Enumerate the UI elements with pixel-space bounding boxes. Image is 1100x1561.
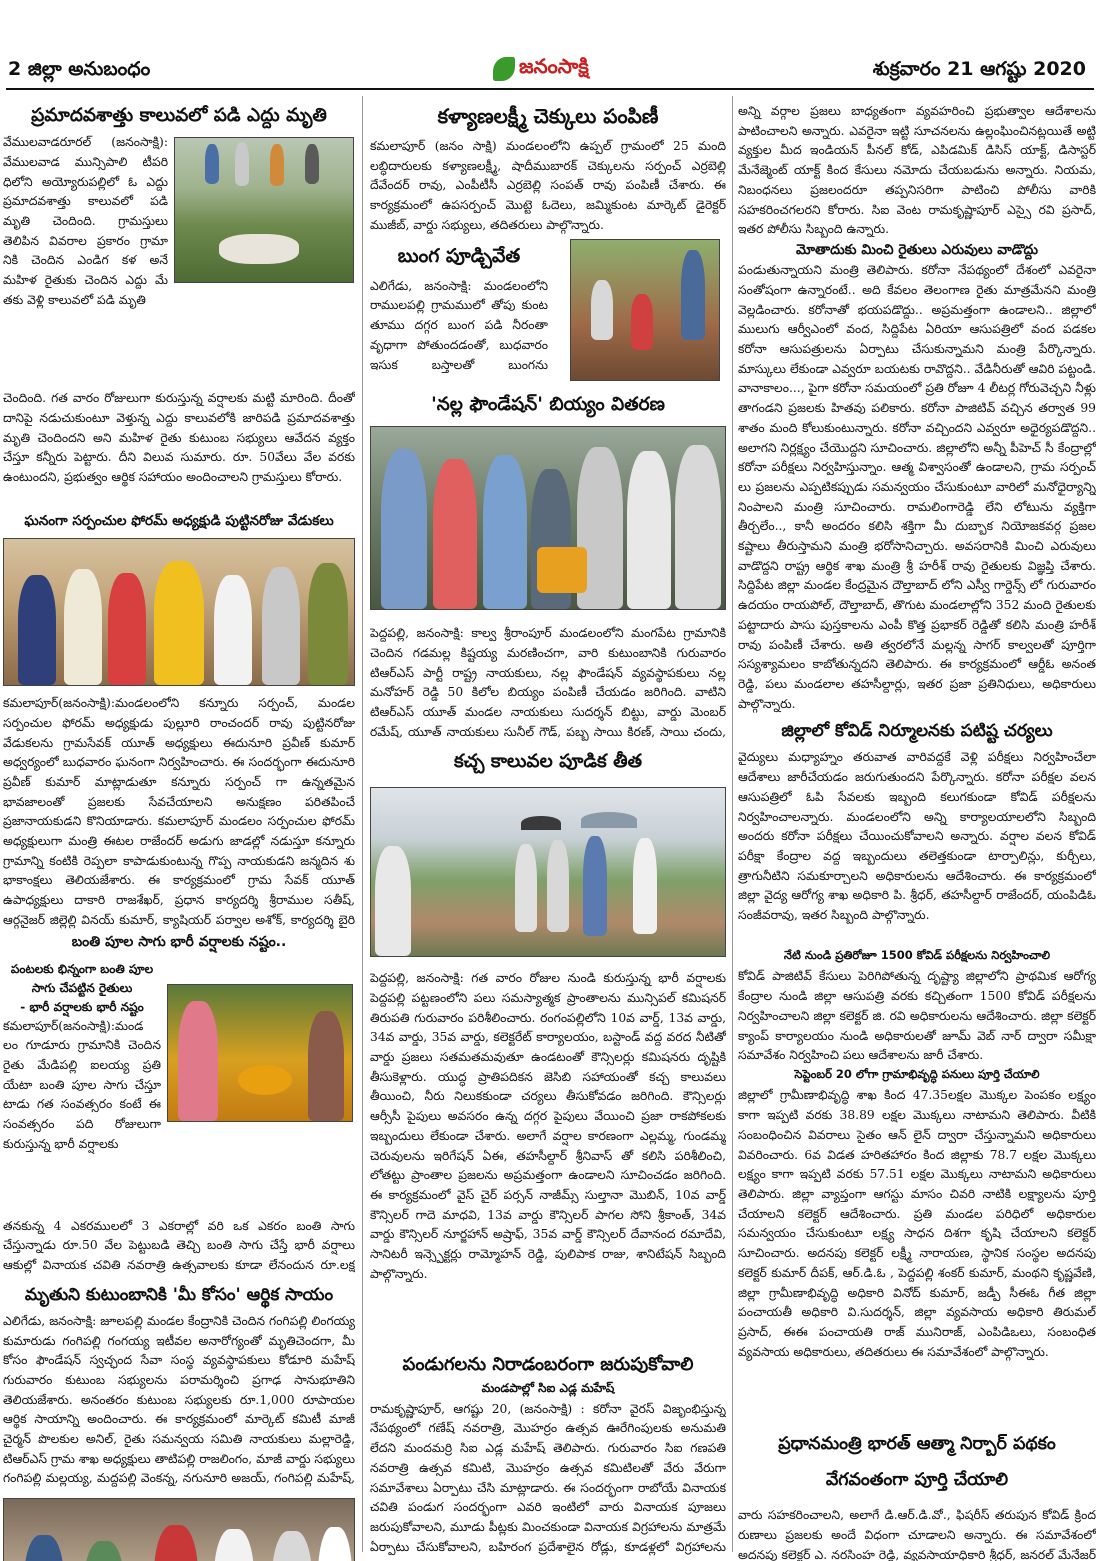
person-figure	[318, 1527, 352, 1561]
headline-fertilizer-limit: మోతాదుకు మించి రైతులు ఎరువులు వాడొద్దు	[795, 242, 1039, 258]
article-body: పెద్దపల్లి, జనంసాక్షి: కాల్వ శ్రీరాంపూర్ మండలంలోని మంగపేట గ్రామానికి చెందిన గడమల్ల కిష్టయ్య మరణించగా, వారి కుటుంబానికి గురువారం టిఆర్ఎస్ పార్టీ రాష్ట్ర నాయకులు, నల్ల ఫౌండేషన్ వ్యవస్థాపకులు నల్ల మనోహర్ రెడ్డి 50 కిలోల బియ్యం పంపిణీ చేయడం జరిగింది. వాటిని టిఆర్ఎస్ యూత్ మండల నాయకులు సుదర్శన్ బిట్టు, వార్డు మెంబర్ రమేష్, యూత్ నాయకులు సునీల్ గౌడ్, పబ్బ సాయి కిరణ్, సాయి చందు,	[370, 626, 726, 739]
villager-figure	[305, 144, 319, 184]
article-body: వైద్యులు మధ్యాహ్నం తరువాత వారివద్దకే వెళ్లి పరీక్షలు నిర్వహించేలా ఆదేశాలు జారీచేయడం జరుగుతుందని పేర్కొన్నారు. కరోనా పరీక్షల వలన ఆసుపత్రిలో ఓపి సేవలకు ఇబ్బంది కలుగకుండా కోవిడ్ పరీక్షలను నిర్వహించాలన్నారు. మండలంలోని అన్ని కార్యాలయాలలోని సిబ్బంది అందరు కరోనా పరీక్షలు చేయించుకోవాలని అన్నారు. వర్షాల వలన కోవిడ్ పరీక్షా కేంద్రాల వద్ద ఇబ్బందులు తలెత్తకుండా టార్పాలిన్లు, కుర్చీలు, త్రాగునీటిని సమకూర్చాలని అధికారులను ఆదేశించారు. ఈ కార్యక్రమంలో జిల్లా వైద్య ఆరోగ్య శాఖ అధికారి పి. శ్రీధర్, తహసీల్దార్ రాజేందర్, యంపిడిఓ సంజీవరావు, ఇతర సిబ్బంది పాల్గొన్నారు.	[738, 750, 1096, 923]
column-divider	[732, 96, 733, 1552]
official-figure	[547, 840, 569, 932]
photo-canal-inspection	[370, 787, 726, 957]
worker-figure	[591, 280, 613, 340]
umbrella-shape	[521, 816, 561, 830]
article-body: వారు సహకరించాలని, అలాగే డి.ఆర్.డి.వో., ఫిషరీస్ తరుపున కోవిడ్ క్రింద రుణాలు ప్రజలకు అందే విధంగా చూడాలని అన్నారు. ఈ సమావేశంలో అదనపు కలెక్టర్ ఎ. నరసింహ రెడ్డి, వ్యవసాయాధికారి శ్రీధర్, జనరల్ మేనేజర్	[738, 1508, 1096, 1561]
headline-festivals-simple: పండుగలను నిరాడంబరంగా జరుపుకోవాలి	[402, 1354, 694, 1376]
photo-aid-handover	[3, 1498, 355, 1561]
leaf-icon	[493, 57, 515, 81]
farmer-figure	[308, 1011, 344, 1121]
person-figure	[483, 455, 527, 609]
person-figure	[64, 569, 102, 685]
person-figure	[433, 459, 477, 609]
person-figure	[214, 575, 252, 685]
subheading: పంటలకు భిన్నంగా బంతి పూల సాగు చేపట్టిన రైతులు	[10, 961, 154, 995]
masthead	[0, 0, 1100, 96]
subheading: నేటి నుండి ప్రతిరోజూ 1500 కోవిడ్ పరీక్షలను నిర్వహించాలి	[783, 948, 1051, 963]
headline-bunga-sealed: బుంగ పూడ్చివేత	[397, 245, 521, 267]
column-3	[738, 96, 1096, 1561]
newspaper-logo	[493, 54, 589, 83]
logo-text: జనంసాక్షి	[519, 54, 589, 78]
article-body: పెద్దపల్లి, జనంసాక్షి: గత వారం రోజుల నుండి కురుస్తున్న భారీ వర్షాలకు పెద్దపల్లి పట్టణంలోని పలు సమస్యాత్మక ప్రాంతాలను మున్సిపల్ కమిషనర్ తిరుపతి గురువారం పరిశీలించారు. రంగంపల్లిలోని 10వ వార్డ్, 13వ వార్డు, 34వ వార్డు, 35వ వార్డు, కలెక్టరేట్ కార్యాలయం, బస్టాండ్ వద్ద వరద నీటితో వార్డు ప్రజలు సతమతమవుతూ ఉండటంతో కౌన్సిలర్లు కమిషనరు దృష్టికి తీసుకెళ్లారు. యుద్ధ ప్రాతిపదికన జెసిబి సహాయంతో కచ్చ కాలువలు తీయించి, నీరు నిలుకకుండా చర్యలు తీసుకోవడం జరిగింది. కౌన్సిలర్లు ఆర్సీసీ పైపులు అవసరం ఉన్న దగ్గర పైపులు వేయించి ప్రజా రాకపోకలకు ఇబ్బందులు లేకుండా చేశారు. అలాగే వర్షాల కారణంగా ఎల్లమ్మ, గుండమ్మ చెరువులను ఇరిగేషన్ ఏఈ, తహసీల్దార్ శ్రీనివాస్ తో కలిసి పరిశీలించి, లోతట్టు ప్రాంతాల ప్రజలను అప్రమత్తంగా ఉండాలని సూచించడం జరిగింది. ఈ కార్యక్రమంలో వైస్ చైర్ పర్సన్ నాజీమ్స్ సుల్తానా మొబిన్, 10వ వార్డ్ కౌన్సిలర్ గాదె మాధవి, 13వ వార్డు కౌన్సిలర్ పాగల సోని శ్రీకాంత్, 34వ వార్డు కౌన్సిలర్ నూర్జహాన్ అష్రాఫ్, 35వ వార్డ్ కౌన్సిలర్ దేవానంద రమాదేవి, సానిటరీ ఇన్స్పెక్టర్లు రామ్మోహన్ రెడ్డి, పులిపాక రాజు, శానిటేషన్ సిబ్బంది పాల్గొన్నారు.	[370, 971, 726, 1281]
article-body: రామకృష్ణాపూర్, ఆగష్టు 20, (జనంసాక్షి) : కరోనా వైరస్ విజృంభిస్తున్న నేపథ్యంలో గణేష్ నవరాత్రి, మొహర్రం ఉత్సవ ఊరేగింపులకు అనుమతి లేదని మందమర్రి సిఐ ఎడ్ల మహేష్ తెలిపారు. గురువారం సిఐ గణపతి నవరాత్రి ఉత్సవ కమిటి, మొహర్రం ఉత్సవ కమిటిలతో వేరు వేరుగా సమావేశాలు ఏర్పాటు చేసి మాట్లాడారు. ఈ సందర్భంగా రాబోయే వినాయక చవితి పండుగ సందర్భంగా ఎవరి ఇంటిలో వారు వినాయక పూజలు జరుపుకోవాలని, మూడు పీట్లకు మించకుండా వినాయక విగ్రహాలను మాత్రమే ఏర్పాటు చేసుకోవాలని, బహిరంగ ప్రదేశాలైన రోడ్లు, కూడళ్లలో విగ్రహాలను	[370, 1401, 726, 1554]
official-figure	[633, 838, 657, 934]
photo-bull-canal	[174, 137, 354, 283]
headline-atmanirbhar-scheme: ప్రధానమంత్రి భారత్ ఆత్మా నిర్బార్ పథకం వేగవంతంగా పూర్తి చేయాలి	[778, 1434, 1056, 1491]
article-body: కమలాపూర్ (జనం సాక్షి) మండలంలోని ఉప్పల్ గ్రామంలో 25 మంది లబ్ధిదారులకు కళ్యాణలక్ష్మీ, షాదీముబారక్ చెక్కులను సర్పంచ్ ఎర్రబెల్లి దేవేందర్ రావు, ఎంపీటీసీ ఎర్రబెల్లి సంపత్ రావు పంపిణీ చేశారు. ఈ కార్యక్రమంలో ఉపసర్పంచ్ మొట్టె ఓదెలు, జమ్మికుంట మార్కెట్ డైరెక్టర్ ముజీబ్, వార్డు సభ్యులు, తదితరులు పాల్గొన్నారు.	[370, 139, 726, 232]
article-body: ఎలిగేడు, జనంసాక్షి: మండలంలోని రాములపల్లి గ్రామములో తోపు కుంట తూము దగ్గర బుంగ పడి నీరంతా వృధాగా పోతుందడంతో, బుధవారం ఇసుక బస్తాలతో బుంగను	[370, 278, 548, 372]
umbrella-shape	[581, 812, 637, 828]
person-figure	[214, 1529, 254, 1561]
villager-figure	[205, 144, 219, 184]
farmer-figure	[178, 1001, 218, 1121]
photo-birthday-celebration	[3, 538, 355, 686]
person-figure	[154, 561, 204, 685]
headline-kalyana-lakshmi: కళ్యాణలక్ష్మీ చెక్కులు పంపిణీ	[437, 104, 659, 128]
column-2	[370, 96, 726, 1558]
photo-bunga-repair	[570, 239, 720, 381]
headline-covid-measures: జిల్లాలో కోవిడ్ నిర్మూలనకు పటిష్ట చర్యలు	[781, 721, 1053, 742]
article-body: వేములవాడరూరల్ (జనంసాక్షి): వేములవాడ మున్సిపాలి టీపరి ధిలోని అయ్యోరుపల్లిలో ఓ ఎద్దు ప్రమాదవశాత్తు కాలువలో పడి మృతి చెందింది. గ్రామస్తులు తెలిపిన వివరాల ప్రకారం గ్రామా నికి చెందిన ఎండిగ కళ అనే మహిళ రైతుకు చెందిన ఎద్దు మే తకు వెళ్లి కాలువలో పడి మృతి	[3, 135, 168, 307]
article-body: కోవిడ్ పాజిటివ్ కేసులు పెరిగిపోతున్న దృష్ట్యా జిల్లాలోని ప్రాథమిక ఆరోగ్య కేంద్రాల నుండి జిల్లా ఆసుపత్రి వరకు కచ్చితంగా 1500 కోవిడ్ పరీక్షలను నిర్వహించాలని జిల్లా కలెక్టర్ జి. రవి అధికారులను ఆదేశించారు. జిల్లా కలెక్టర్ క్యాంప్ కార్యాలయం నుండి అధికారులతో జూమ్ వెబ్ నార్ ద్వారా సమీక్షా సమావేశం నిర్వహించి పలు ఆదేశాలను జారీ చేశారు.	[738, 969, 1096, 1063]
person-figure	[675, 445, 721, 609]
person-figure	[24, 1535, 64, 1561]
official-figure	[375, 846, 411, 956]
headline-nalla-foundation: 'నల్ల ఫౌండేషన్' బియ్యం వితరణ	[431, 394, 665, 415]
photo-marigold-farmers	[167, 984, 353, 1122]
worker-figure	[681, 250, 705, 340]
article-body: పండుతున్నాయని మంత్రి తెలిపారు. కరోనా నేపథ్యంలో దేశంలో ఎవరైనా సంతోషంగా ఉన్నారంటే.. అది కేవలం తెలంగాణ రైతు మాత్రమేనని మంత్రి వెల్లడించారు. కరోనాతో భయపడొద్దు.. అప్రమత్తంగా ఉండాలని.. జిల్లాలో ములుగు ఆర్వీఎంలో వంద, సిద్దిపేట ఏరియా ఆసుపత్రిలో వంద పడకల కరోనా ఆసుపత్రులను ఏర్పాటు చేసుకున్నామని మంత్రి పేర్కొన్నారు. మాస్కులు లేకుండా ఎవ్వరూ బయటకు రావొద్దని.. వేడినీరుతో ఆవిరి పట్టండి. వానాకాలం..., పైగా కరోనా సమయంలో ప్రతి రోజూ 4 లీటర్ల గోరువెచ్చని నీళ్లు తాగండని ప్రజలకు హితవు పలికారు. కరోనా పాజిటివ్ వచ్చిన తర్వాత 99 శాతం మంది కోలుకుంటున్నారు. కరోనా వచ్చిందని ఎవ్వరూ అధైర్యపడొద్దని.. అలాగని నిర్లక్ష్యం చేయొద్దని సూచించారు. జిల్లాలోని అన్నీ పీహెచ్ సీ కేంద్రాల్లో కరోనా పరీక్షలు నిర్వహిస్తున్నాం. ఆత్మ విశ్వాసంతో ఉండాలని, గ్రామ సర్పంచ్ లు ప్రజలను ఎప్పటికప్పుడు సమన్వయం చేసుకుంటూ వారిలో మనోధైర్యాన్ని నింపాలని మంత్రి సూచించారు. రామలింగారెడ్డి లేని లోటును వ్యక్తిగా తీర్చలేం.., కానీ అందరం కలిసి శక్తిగా మీ దుబ్బాక నియోజకవర్గ ప్రజల కష్టాలు తీరుస్తామని మంత్రి భరోసానిచ్చారు. అవసరానికి మించి ఎరువులు వాడొద్దని రాష్ట్ర ఆర్థిక శాఖ మంత్రి శ్రీ హరీశ్ రావు రైతులకు విజ్ఞప్తి చేశారు. సిద్దిపేట జిల్లా మండల కేంద్రమైన దౌల్తాబాద్ లోని ఎస్వీ గార్డెన్స్ లో గురువారం ఉదయం రాయపోల్, దౌల్తాబాద్, తొగుట మండలాల్లోని 352 మంది రైతులకు పట్టాదారు పాసు పుస్తకాలను ఎంపీ కొత్త ప్రభాకర్ రెడ్డితో కలిసి మంత్రి హరీశ్ రావు పంపిణీ చేశారు. అతి త్వరలోనే మల్లన్న సాగర్ కాల్వలతో పూర్తిగా సస్యశ్యామలం కాబోతున్నదని తెలిపారు. ఈ కార్యక్రమంలో ఆర్డీఓ అనంత రెడ్డి, పలు మండలాల తహసీల్దార్లు, ఇతర ప్రజా ప్రతినిధులు, అధికారులు పాల్గొన్నారు.	[738, 263, 1096, 711]
headline-canal-desilting: కచ్చ కాలువల పూడిక తీత	[454, 751, 642, 773]
headline-marigold-loss: బంతి పూల సాగు భారీ వర్షాలకు నష్టం..	[71, 934, 287, 951]
byline: మండపాల్లో సిఐ ఎడ్ల మహేష్	[481, 1380, 615, 1395]
person-figure	[627, 451, 671, 609]
villager-figure	[270, 144, 284, 186]
person-figure	[18, 575, 56, 685]
person-figure	[272, 1531, 312, 1561]
rice-bag	[537, 547, 587, 593]
official-figure	[583, 836, 607, 936]
bull-shape	[219, 234, 299, 264]
person-figure	[262, 567, 300, 685]
article-body: తనకున్న 4 ఎకరములలో 3 ఎకరాల్లో వరి ఒక ఎకరం బంతి సాగు చేస్తున్నాడు రూ.50 వేల పెట్టుబడి తెచ్చి బంతి సాగు చేస్తే భారీ వర్షాలు ఆకుల్లో వినాయక చవితి నవరాత్రి ఉత్సవాలకు కూడా లేనందున రూ.లక్ష	[3, 1218, 355, 1273]
subheading: సెప్టెంబర్ 20 లోగా గ్రామాభివృద్ధి పనులు పూర్తి చేయాలి	[794, 1067, 1040, 1082]
article-body: జిల్లాలో గ్రామీణాభివృద్ధి శాఖ కింద 47.35లక్షల మొక్కల పెంపకం లక్ష్యం కాగా ఇప్పటి వరకు 38.89 లక్షల మొక్కలు నాటామని తెలిపారు. వీటికి సంబంధించిన వివరాలు సైతం ఆన్ లైన్ ద్వారా చేస్తున్నామని అధికారులు వివరించారు. 6వ విడత హరితహారం కింద జిల్లాకు 78.7 లక్షల మొక్కలు లక్ష్యం కాగా ఇప్పటి వరకు 57.51 లక్షల మొక్కలు నాటామని అధికారులు తెలిపారు. జిల్లా వ్యాప్తంగా ఆగస్టు మాసం చివరి నాటికి లక్ష్యాలను పూర్తి చేయాలని కలెక్టర్ ఆదేశించారు. ప్రతి మండల పరిధిలో అధికారుల సమన్వయం చేసుకుంటూ లక్ష్య సాధన దిశగా కృషి చేయాలని కలెక్టర్ సూచించారు. అదనపు కలెక్టర్ లక్ష్మీ నారాయణ, స్థానిక సంస్థల అదనపు కలెక్టర్ కుమార్ దీపక్, ఆర్.డి.ఓ , పెద్దపల్లి శంకర్ కుమార్, మంథని కృష్ణవేణి, జిల్లా గ్రామీణాభివృద్ధి అధికారి వినోద్ కుమార్, జడ్పీ సీఈఓ గీత జిల్లా పంచాయతీ అధికారి వి.సుదర్శన్, జిల్లా వ్యవసాయ అధికారి తిరుమల్ ప్రసాద్, ఈఈ పంచాయతి రాజ్ మునిరాజ్, ఎంపిడిఒలు, సంబంధిత వ్యవసాయ అధికారులు, తదితరులు ఈ సమావేశంలో పాల్గొన్నారు.	[738, 1088, 1096, 1359]
issue-date: శుక్రవారం 21 ఆగష్టు 2020	[872, 58, 1086, 80]
official-figure	[515, 844, 537, 932]
worker-figure	[631, 294, 653, 350]
villager-figure	[235, 142, 249, 186]
article-body: కమలాపూర్(జనంసాక్షి):మండలంలోని కన్నూరు సర్పంచ్, మండల సర్పంచుల ఫోరమ్ అధ్యక్షుడు పుల్లూరి రాంచందర్ రావు పుట్టినరోజు వేడుకలను గ్రామసేవక్ యూత్ అధ్యక్షులు ఈదునూరి ప్రవీణ్ కుమార్ అధ్వర్యంలో బుధవారం ఘనంగా నిర్వహించారు. ఈ సందర్భంగా ఈదునూరి ప్రవీణ్ కుమార్ మాట్లాడుతూ కన్నూరు సర్పంచ్ గా ఉన్నతమైన భావజాలంతో ప్రజలకు సేవచేయాలని అనుక్షణం పరితపించే ప్రజానాయకుడని కొనియాడారు. కమలాపూర్ మండలం సర్పంచుల ఫోరమ్ అధ్యక్షులుగా మంత్రి ఈటల రాజేందర్ అడుగు జాడల్లో నడుస్తూ కన్నూరు గ్రామాన్ని కంటికి రెప్పలా కాపాడుకుంటున్న గొప్ప నాయకుడని జన్మదిన శు భాకాంక్షలు తెలియజేశారు. ఈ కార్యక్రమంలో గ్రామ సేవక్ యూత్ ఉపాధ్యక్షులు దాకారి రాజశేఖర్, ప్రధాన కార్యదర్శి శ్రీరాముల సతీష్, ఆర్గనైజర్ జిల్లెల్లి వినయ్ కుమార్, క్యాషియర్ పర్వాల అశోక్, కార్యదర్శి బైరి	[3, 696, 355, 927]
photo-rice-distribution	[370, 426, 726, 610]
article-body: చెందింది. గత వారం రోజులుగా కురుస్తున్న వర్షాలకు మట్టి మారింది. దీంతో దానిపై నడుచుకుంటూ వెళ్తున్న ఎద్దు కాలువలోకి జారిపడి ప్రమాదవశాత్తు మృతి చెందిందని అని మహిళ రైతు కుటుంబ సభ్యులు ఆవేదన వ్యక్తం చేస్తూ కన్నీరు పెట్టారు. దీని విలువ సుమారు. రూ. 50వేలు వేల వరకు ఉంటుందని, ప్రభుత్వం ఆర్థిక సహాయం అందించాలని గ్రామస్తులు కోరారు.	[3, 391, 355, 484]
person-figure	[84, 1541, 124, 1561]
headline-mee-kosam-aid: మృతుని కుటుంబానికి 'మీ కోసం' ఆర్థిక సాయం	[24, 1284, 334, 1305]
headline-sarpanch-birthday: ఘనంగా సర్పంచుల ఫోరమ్ అధ్యక్షుడి పుట్టినరోజు వేడుకలు	[24, 513, 334, 530]
article-body: ఎలిగేడు, జనంసాక్షి: జూలపల్లి మండల కేంద్రానికి చెందిన గంగిపల్లి లింగయ్య కుమారుడు గంగిపల్లి గంగయ్య ఇటీవల అనారోగ్యంతో మృతిచెందగా, మీ కోసం ఫౌండేషన్ స్వచ్ఛంద సేవా సంస్థ వ్యవస్థాపకులు కోడూరి మహేష్ గురువారం కుటుంబ సభ్యులను పరామర్శించి ప్రగాఢ సానుభూతిని తెలియజేశారు. అనంతరం కుటుంబ సభ్యులకు రూ.1,000 రూపాయల ఆర్థిక సాయాన్ని అందించారు. ఈ కార్యక్రమంలో మార్కెట్ కమిటీ మాజీ చైర్మన్ పొలకుల అనిల్, రైతు సమన్వయ సమితి నాయకులు మల్లారెడ్డి, టిఆర్ఎస్ గ్రామ శాఖ అధ్యక్షులు తాటిపల్లి రాజలింగం, మాజీ వార్డు సభ్యులు గంగిపల్లి మల్లయ్య, మద్దపల్లి వెంకన్న, నగునూరి అజయ్, గంగిపల్లి మహేష్,	[3, 1313, 355, 1486]
person-figure	[381, 449, 427, 609]
flower-basket	[238, 1065, 292, 1095]
column-1	[3, 96, 355, 1561]
article-body: అన్ని వర్గాల ప్రజలు బాధ్యతంగా వ్యవహరించి ప్రభుత్వాల ఆదేశాలను పాటించాలని అన్నారు. ఎవరైనా ఇట్టి సూచనలను ఉల్లంఘించినట్లయితే అట్టి వ్యక్తుల మీద ఇండియన్ పీనల్ కోడ్, ఎపిడమిక్ డిసిస్ యాక్ట్, డిసాస్టర్ మేనేజ్మెంట్ యాక్ట్ కింద కేసులు నమోదు చేయబడును అన్నారు. నియమ, నిబంధనలు ప్రజలందరూ తప్పనిసరిగా పాటించి పోలీసు వారికి సహకరించగలరని కోరారు. సిఐ వెంట రామకృష్ణాపూర్ ఎస్సై రవి ప్రసాద్, ఇతర పోలీసు సిబ్బంది ఉన్నారు.	[738, 104, 1096, 237]
person-figure	[308, 563, 348, 685]
page-label: 2 జిల్లా అనుబంధం	[8, 58, 151, 80]
person-figure	[108, 573, 146, 685]
headline-bull-death: ప్రమాదవశాత్తు కాలువలో పడి ఎద్దు మృతి	[31, 105, 327, 126]
masthead-rule	[6, 88, 1094, 90]
column-divider	[362, 96, 363, 1552]
person-figure	[154, 1525, 198, 1561]
article-body: కమలాపూర్(జనంసాక్షి):మండ లం గూడూరు గ్రామానికి చెందిన రైతు మేడిపల్లి ఐలయ్య ప్రతి యేటా బంతి పూల సాగు చేస్తూ టాడు గత సంవత్సరం కంటే ఈ సంవత్సరం పది రోజులుగా కురుస్తున్న భారీ వర్షాలకు	[3, 1018, 161, 1151]
subheading: - భారీ వర్షాలకు భారీ నష్టం	[20, 999, 144, 1014]
